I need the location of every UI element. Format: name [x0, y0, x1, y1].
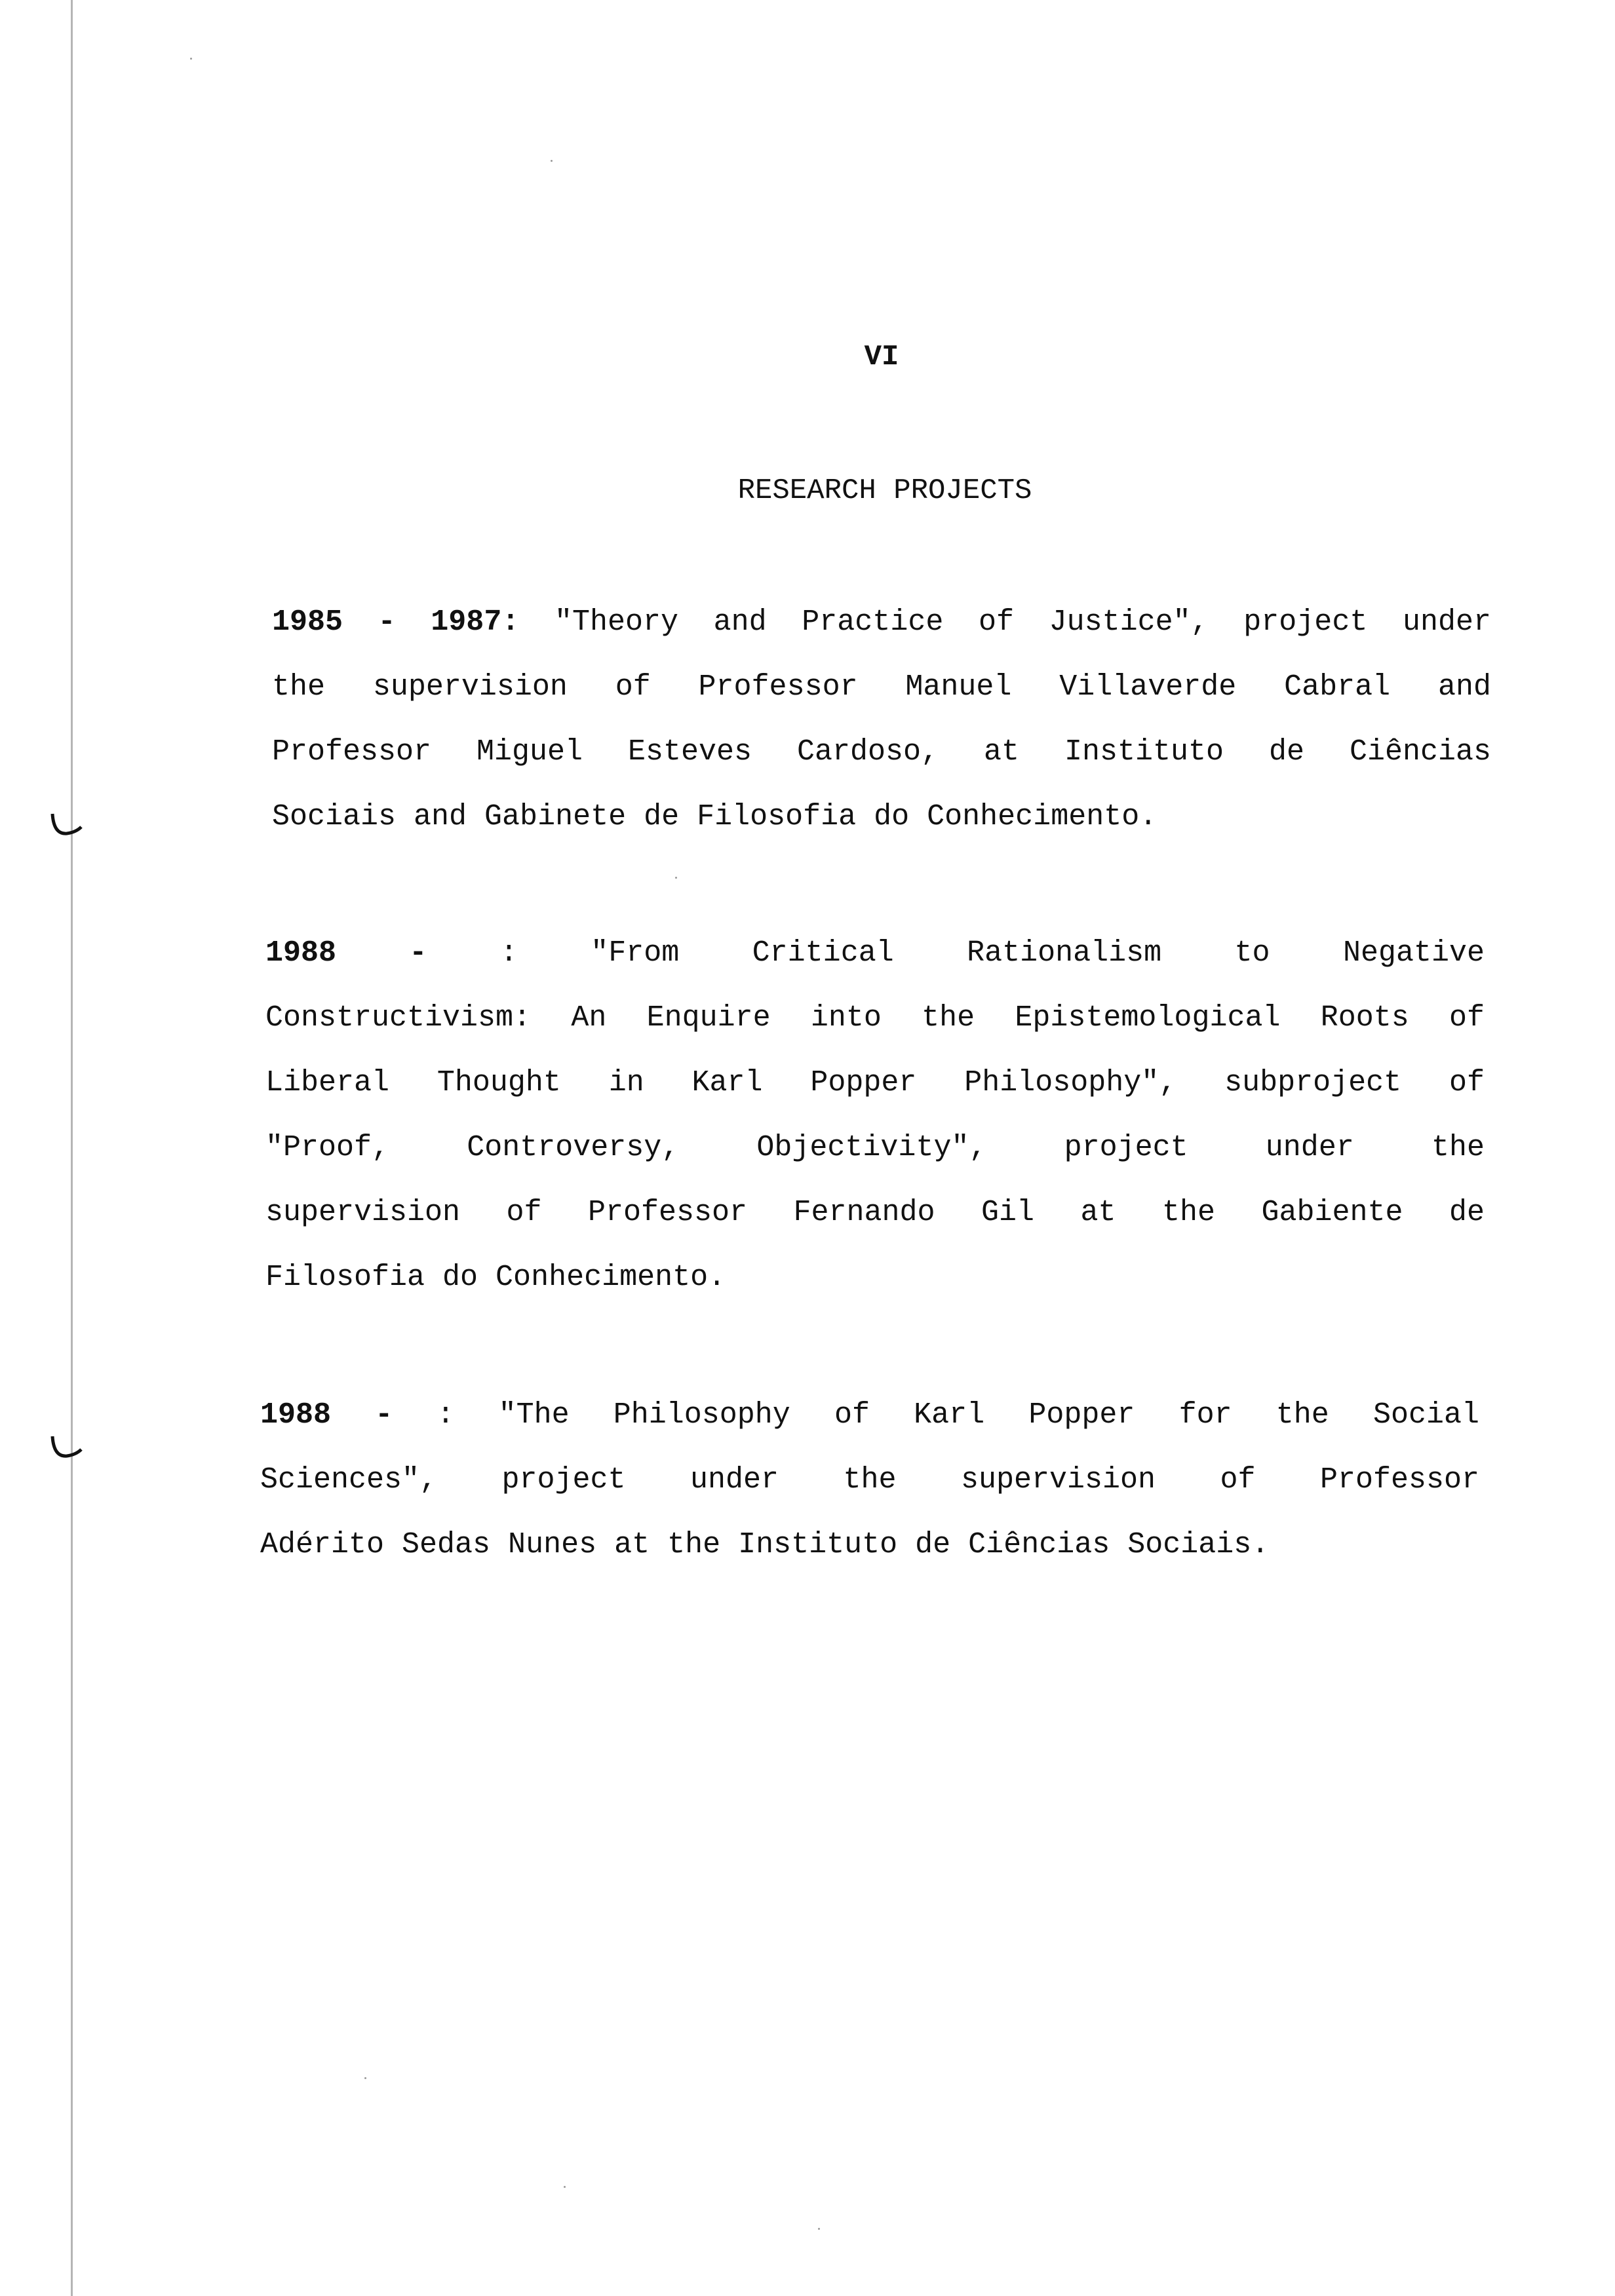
entry-line: Filosofia do Conhecimento. — [265, 1261, 726, 1294]
entry-line — [265, 921, 1485, 985]
entry-text: : "From Critical Rationalism to Negative — [427, 936, 1485, 970]
scan-speck — [364, 2077, 366, 2079]
page-number: VI — [864, 341, 899, 373]
entry-line: Professor Miguel Esteves Cardoso, at Instituto de Ciências — [272, 735, 1491, 769]
entry-text: "Theory and Practice of Justice", project under — [519, 605, 1491, 639]
entry-line: the supervision of Professor Manuel Villaverde Cabral and — [272, 670, 1491, 704]
entry-line: Constructivism: An Enquire into the Epistemological Roots of — [265, 1001, 1485, 1035]
project-years: 1988 - — [260, 1398, 393, 1432]
entry-line: Sciences", project under the supervision of Professor — [260, 1463, 1479, 1497]
scan-speck — [190, 58, 192, 60]
scan-speck — [551, 160, 553, 162]
project-years: 1988 - — [265, 936, 427, 970]
entry-text: : "The Philosophy of Karl Popper for the Social — [393, 1398, 1479, 1432]
entry-line: Liberal Thought in Karl Popper Philosophy", subproject of — [265, 1066, 1485, 1100]
project-years: 1985 - 1987: — [272, 605, 520, 639]
entry-line: Adérito Sedas Nunes at the Instituto de Ciências Sociais. — [260, 1528, 1270, 1561]
entry-line: "Proof, Controversy, Objectivity", project under the — [265, 1131, 1485, 1164]
scan-speck — [564, 2186, 566, 2188]
research-project-entry — [272, 590, 1491, 849]
scan-speck — [675, 877, 677, 879]
binding-hook-mark — [47, 813, 87, 839]
scan-speck — [818, 2228, 820, 2230]
entry-line: supervision of Professor Fernando Gil at the Gabiente de — [265, 1196, 1485, 1229]
research-project-entry — [265, 921, 1485, 1310]
section-heading: RESEARCH PROJECTS — [737, 474, 1032, 507]
binding-hook-mark — [47, 1435, 87, 1461]
research-project-entry — [260, 1383, 1479, 1577]
entry-line — [260, 1383, 1479, 1447]
entry-line — [272, 590, 1491, 655]
entry-line: Sociais and Gabinete de Filosofia do Conhecimento. — [272, 800, 1158, 833]
left-margin-rule — [71, 0, 73, 2296]
